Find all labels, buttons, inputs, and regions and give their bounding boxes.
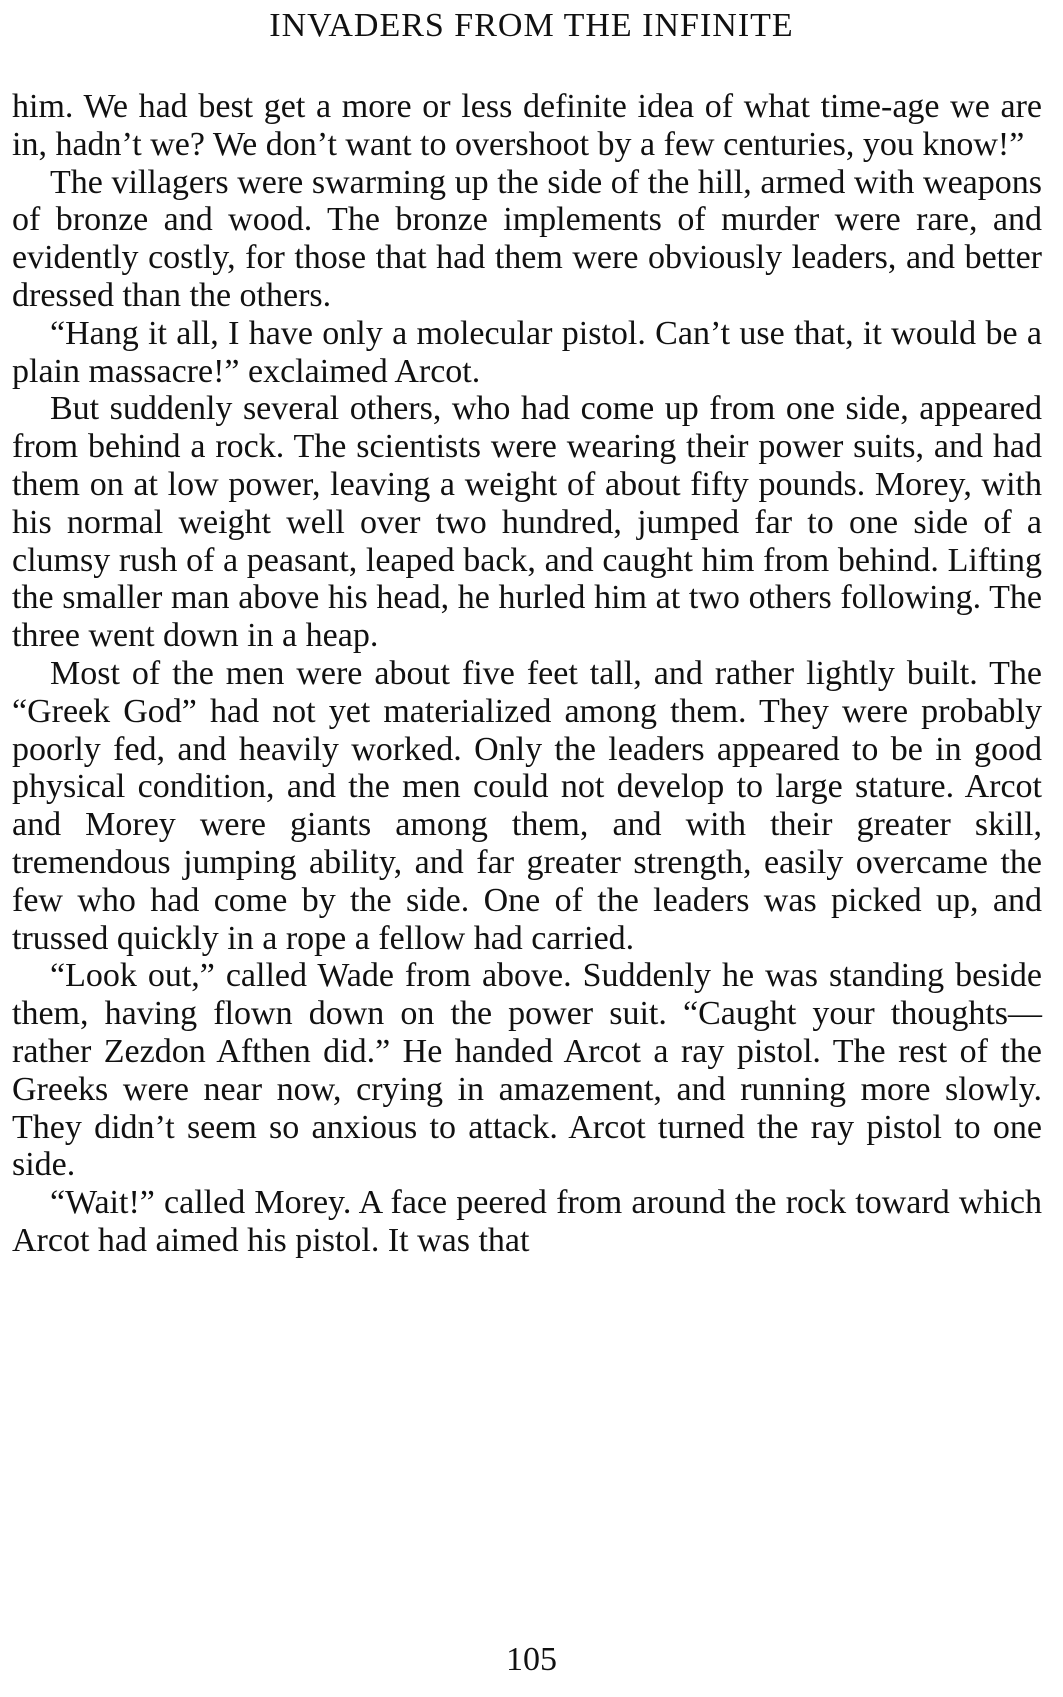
running-head: INVADERS FROM THE INFINITE <box>269 7 794 44</box>
paragraph-6: “Look out,” called Wade from above. Suddenly he was standing beside them, having flown down on the power suit. “Caught your thoughts—rather Zezdon Afthen did.” He handed Arcot a ray pistol. The rest of the Greeks were near now, crying in amazement, and running more slowly. They didn’t seem so anxious to attack. Arcot turned the ray pistol to one side. <box>12 957 1042 1184</box>
paragraph-4: But suddenly several others, who had come up from one side, appeared from behind a rock. The scientists were wearing their power suits, and had them on at low power, leaving a weight of about fifty pounds. Morey, with his normal weight well over two hundred, jumped far to one side of a clumsy rush of a peasant, leaped back, and caught him from behind. Lifting the smaller man above his head, he hurled him at two others following. The three went down in a heap. <box>12 390 1042 655</box>
paragraph-1: him. We had best get a more or less definite idea of what time-age we are in, hadn’t we? We don’t want to overshoot by a few centuries, you know!” <box>12 88 1042 163</box>
paragraph-2: The villagers were swarming up the side of the hill, armed with weapons of bronze and wood. The bronze implements of murder were rare, and evidently costly, for those that had them were obviously leaders, and better dressed than the others. <box>12 163 1042 314</box>
paragraph-5: Most of the men were about five feet tall, and rather lightly built. The “Greek God” had not yet materialized among them. They were probably poorly fed, and heavily worked. Only the leaders appeared to be in good physical condition, and the men could not develop to large stature. Arcot and Morey were giants among them, and with their greater skill, tremendous jumping ability, and far greater strength, easily overcame the few who had come by the side. One of the leaders was picked up, and trussed quickly in a rope a fellow had carried. <box>12 654 1042 957</box>
page-number: 105 <box>506 1641 557 1678</box>
body-text <box>12 88 1042 1260</box>
paragraph-3: “Hang it all, I have only a molecular pistol. Can’t use that, it would be a plain massacre!” exclaimed Arcot. <box>12 314 1042 390</box>
paragraph-7: “Wait!” called Morey. A face peered from around the rock toward which Arcot had aimed his pistol. It was that <box>12 1184 1042 1259</box>
